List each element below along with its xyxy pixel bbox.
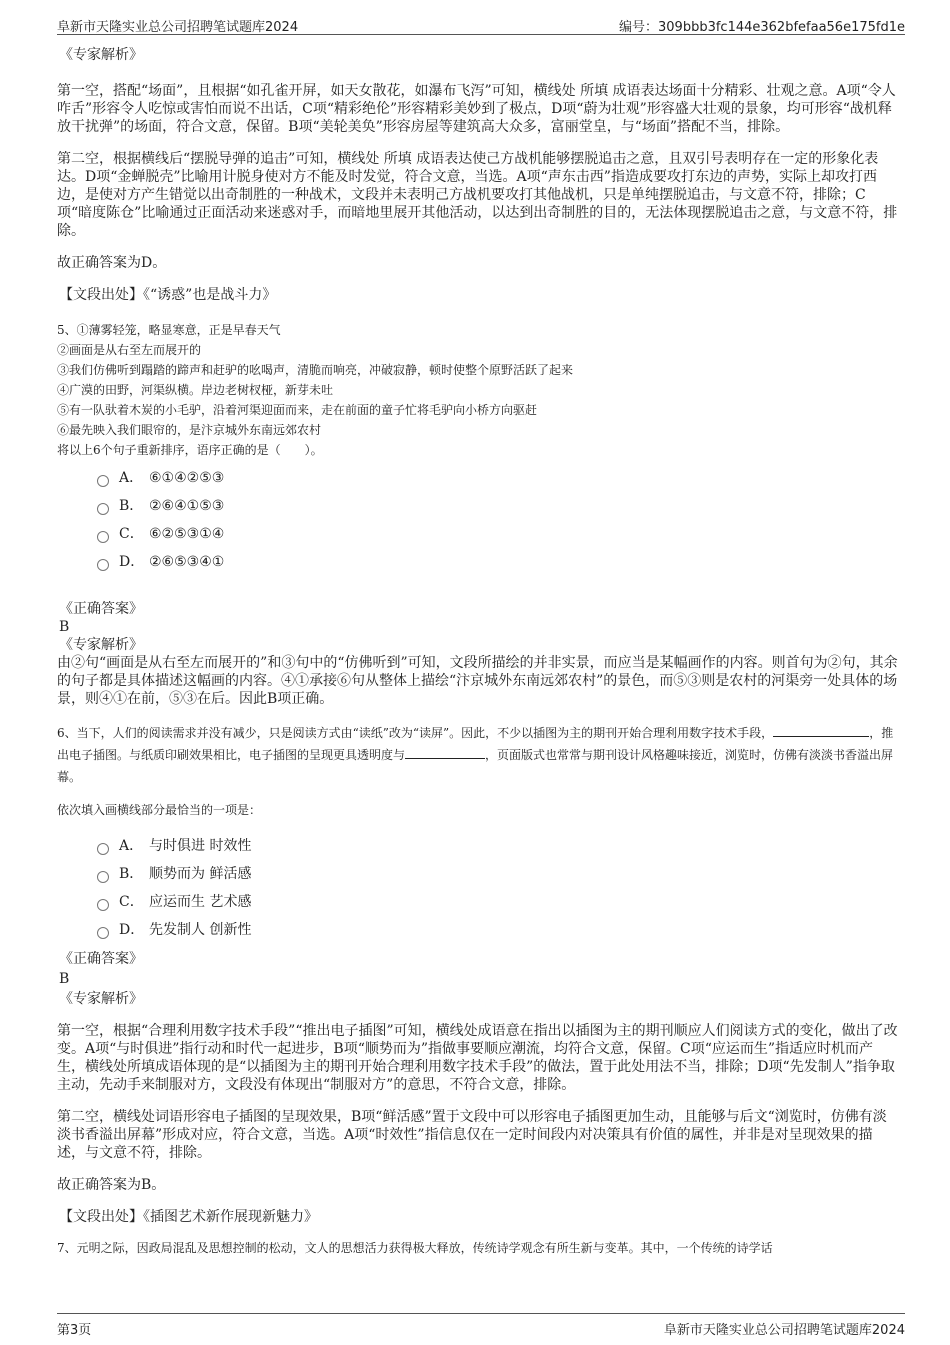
page-number: 第3页 [57,1323,92,1338]
q6-analysis-para2: 第二空，横线处词语形容电子插图的呈现效果，B项“鲜活感”置于文段中可以形容电子插图更加生动，且能够与后文“浏览时，仿佛有淡淡书香溢出屏幕”形成对应，符合文意，当选。A项“时效性”指信息仅在一定时间段内对决策具有价值的属性，并非是对呈现效果的描述，与文意不符，排除。 [57,1109,887,1161]
q4-expert-label: 《专家解析》 [59,47,143,63]
q5-options [57,464,899,576]
radio-icon[interactable] [97,475,109,487]
q5-line-1: 5、①薄雾轻笼，略显寒意，正是早春天气 [57,323,281,337]
q6-option-c[interactable]: C． 应运而生 艺术感 [97,888,899,916]
q4-analysis-para1: 第一空，搭配“场面”，且根据“如孔雀开屏，如天女散花，如瀑布飞泻”可知，横线处 所填 成语表达场面十分精彩、壮观之意。A项“令人咋舌”形容令人吃惊或害怕而说不出话，C项“精彩绝伦”形容精彩美妙到了极点，D项“蔚为壮观”形容盛大壮观的景象，均可形容“战机释放干扰弹”的场面，符合文意，保留。B项“美轮美奂”形容房屋等建筑高大众多，富丽堂皇，与“场面”搭配不当，排除。 [57,83,896,135]
radio-icon[interactable] [97,531,109,543]
q5-analysis: 由②句“画面是从右至左而展开的”和③句中的“仿佛听到”可知，文段所描绘的并非实景，而应当是某幅画作的内容。则首句为②句，其余的句子都是具体描述这幅画的内容。④①承接⑥句从整体上描绘“汴京城外东南远郊农村”的景色，而⑤③则是农村的河渠旁一处具体的场景，则④①在前，⑤③在后。因此B项正确。 [57,655,898,707]
q4-analysis-para2: 第二空，根据横线后“摆脱导弹的追击”可知，横线处 所填 成语表达使己方战机能够摆脱追击之意，且双引号表明存在一定的形象化表达。D项“金蝉脱壳”比喻用计脱身使对方不能及时发觉，符合文意，当选。A项“声东击西”指造成要攻打东边的声势，实际上却攻打西边，是使对方产生错觉以出奇制胜的一种战术，文段并未表明己方战机要攻打其他战机，只是单纯摆脱追击，与文意不符，排除；C项“暗度陈仓”比喻通过正面活动来迷惑对手，而暗地里展开其他活动，以达到出奇制胜的目的，无法体现摆脱追击之意，与文意不符，排除。 [57,151,898,239]
q5-option-b[interactable]: B． ②⑥④①⑤③ [97,492,899,520]
radio-icon[interactable] [97,843,109,855]
radio-icon[interactable] [97,927,109,939]
q5-question [57,320,899,460]
q6-option-b[interactable]: B． 顺势而为 鲜活感 [97,860,899,888]
radio-icon[interactable] [97,559,109,571]
q5-line-3: ③我们仿佛听到蹋踏的蹄声和赶驴的吆喝声，清脆而响亮，冲破寂静，顿时使整个原野活跃了起来 [57,363,574,377]
q4-conclusion: 故正确答案为D。 [57,255,167,271]
q5-expert-label: 《专家解析》 [59,637,143,653]
q5-prompt: 将以上6个句子重新排序，语序正确的是（ ）。 [57,443,323,457]
q5-line-5: ⑤有一队驮着木炭的小毛驴，沿着河渠迎面而来，走在前面的童子忙将毛驴向小桥方向驱赶 [57,403,538,417]
radio-icon[interactable] [97,503,109,515]
fill-blank-2 [405,745,485,759]
q6-source: 【文段出处】《插图艺术新作展现新魅力》 [59,1209,318,1225]
q5-answer: B [59,619,70,635]
q7-question: 7、元明之际，因政局混乱及思想控制的松动，文人的思想活力获得极大释放，传统诗学观念有所生新与变革。其中，一个传统的诗学话 [57,1241,773,1255]
q5-option-c[interactable]: C． ⑥②⑤③①④ [97,520,899,548]
q6-prompt: 依次填入画横线部分最恰当的一项是： [57,803,262,817]
q5-line-4: ④广漠的田野，河渠纵横。岸边老树杈桠，新芽未吐 [57,383,334,397]
page-footer [57,1313,905,1337]
radio-icon[interactable] [97,871,109,883]
q6-answer: B [59,971,70,987]
q5-line-6: ⑥最先映入我们眼帘的，是汴京城外东南远郊农村 [57,423,322,437]
header-doc-id: 编号：309bbb3fc144e362bfefaa56e175fd1e [619,20,905,35]
q5-option-d[interactable]: D． ②⑥⑤③④① [97,548,899,576]
header-title: 阜新市天隆实业总公司招聘笔试题库2024 [57,20,299,35]
q6-answer-label: 《正确答案》 [59,951,143,967]
page-content [57,42,899,1258]
q6-conclusion: 故正确答案为B。 [57,1177,166,1193]
q6-options [57,832,899,944]
q6-expert-label: 《专家解析》 [59,991,143,1007]
q5-line-2: ②画面是从右至左而展开的 [57,343,202,357]
page-header [57,14,905,35]
q6-option-a[interactable]: A． 与时俱进 时效性 [97,832,899,860]
footer-title: 阜新市天隆实业总公司招聘笔试题库2024 [663,1323,905,1338]
q6-analysis-para1: 第一空，根据“合理利用数字技术手段”“推出电子插图”可知，横线处成语意在指出以插图为主的期刊顺应人们阅读方式的变化，做出了改变。A项“与时俱进”指行动和时代一起进步，B项“顺势而为”指做事要顺应潮流，均符合文意，保留。C项“应运而生”指适应时机而产生，横线处所填成语体现的是“以插图为主的期刊开始合理利用数字技术手段”的做法，置于此处用法不当，排除；D项“先发制人”指争取主动，先动手来制服对方，文段没有体现出“制服对方”的意思，不符合文意，排除。 [57,1023,898,1093]
fill-blank-1 [773,723,869,737]
q6-question: 6、当下，人们的阅读需求并没有减少，只是阅读方式由“读纸”改为“读屏”。因此，不少以插图为主的期刊开始合理利用数字技术手段， ，推出电子插图。与纸质印刷效果相比，电子插图的呈现更具透明度与 ，页面版式也常常与期刊设计风格趣味接近，浏览时，仿佛有淡淡书香溢出屏幕。 [57,722,899,788]
q5-answer-label: 《正确答案》 [59,601,143,617]
q6-option-d[interactable]: D． 先发制人 创新性 [97,916,899,944]
q4-source: 【文段出处】《“诱惑”也是战斗力》 [59,287,277,303]
radio-icon[interactable] [97,899,109,911]
q5-option-a[interactable]: A． ⑥①④②⑤③ [97,464,899,492]
